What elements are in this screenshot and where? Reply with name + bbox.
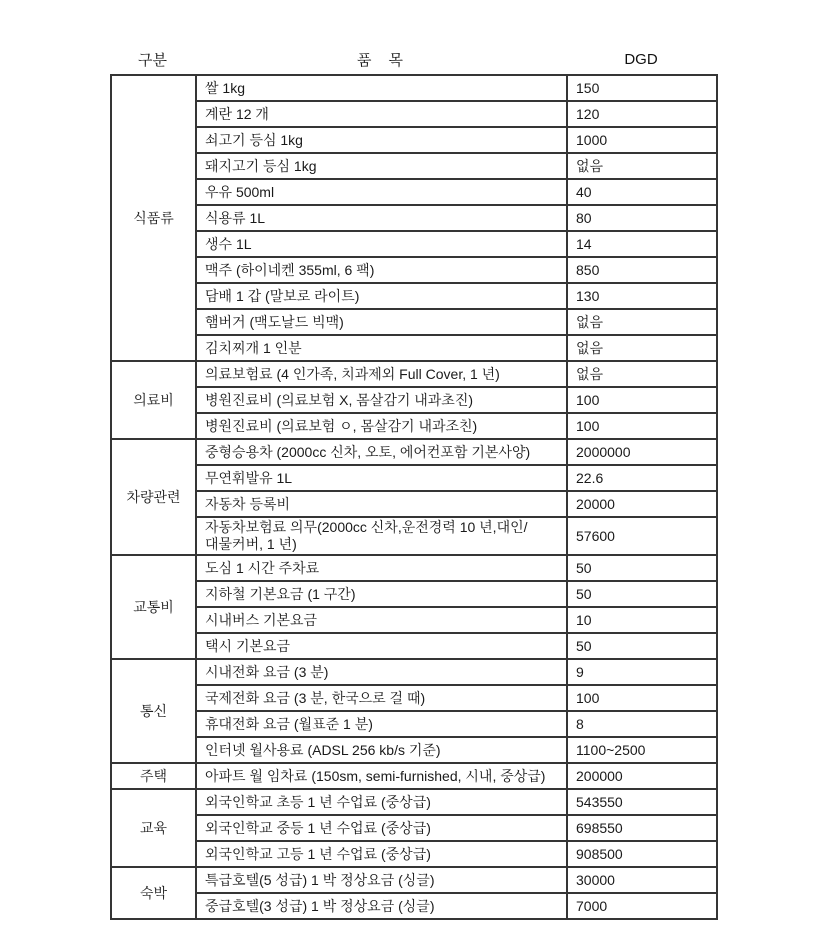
value-cell: 100 xyxy=(567,413,717,439)
item-cell: 지하철 기본요금 (1 구간) xyxy=(196,581,567,607)
table-row xyxy=(111,893,717,919)
item-cell: 외국인학교 고등 1 년 수업료 (중상급) xyxy=(196,841,567,867)
table-row xyxy=(111,581,717,607)
table-row xyxy=(111,205,717,231)
value-cell: 30000 xyxy=(567,867,717,893)
category-cell: 식품류 xyxy=(111,75,196,361)
value-cell: 850 xyxy=(567,257,717,283)
table-row xyxy=(111,335,717,361)
table-row xyxy=(111,465,717,491)
value-cell: 1000 xyxy=(567,127,717,153)
category-cell: 의료비 xyxy=(111,361,196,439)
value-cell: 908500 xyxy=(567,841,717,867)
header-dgd: DGD xyxy=(624,50,658,68)
value-cell: 14 xyxy=(567,231,717,257)
item-cell: 계란 12 개 xyxy=(196,101,567,127)
value-cell: 50 xyxy=(567,555,717,581)
value-cell: 100 xyxy=(567,685,717,711)
category-cell: 주택 xyxy=(111,763,196,789)
table-row xyxy=(111,763,717,789)
item-cell: 아파트 월 임차료 (150sm, semi-furnished, 시내, 중상급) xyxy=(196,763,567,789)
item-cell: 국제전화 요금 (3 분, 한국으로 걸 때) xyxy=(196,685,567,711)
item-cell: 자동차 등록비 xyxy=(196,491,567,517)
item-cell: 햄버거 (맥도날드 빅맥) xyxy=(196,309,567,335)
table-row xyxy=(111,413,717,439)
value-cell: 50 xyxy=(567,581,717,607)
value-cell: 80 xyxy=(567,205,717,231)
category-cell: 차량관련 xyxy=(111,439,196,555)
value-cell: 1100~2500 xyxy=(567,737,717,763)
table-row xyxy=(111,711,717,737)
item-cell: 시내버스 기본요금 xyxy=(196,607,567,633)
value-cell: 200000 xyxy=(567,763,717,789)
item-cell: 무연휘발유 1L xyxy=(196,465,567,491)
table-row xyxy=(111,491,717,517)
value-cell: 50 xyxy=(567,633,717,659)
item-cell: 식용류 1L xyxy=(196,205,567,231)
table-row xyxy=(111,179,717,205)
table-row xyxy=(111,153,717,179)
item-cell: 외국인학교 초등 1 년 수업료 (중상급) xyxy=(196,789,567,815)
cost-table xyxy=(110,74,718,920)
item-cell: 인터넷 월사용료 (ADSL 256 kb/s 기준) xyxy=(196,737,567,763)
value-cell: 없음 xyxy=(567,309,717,335)
item-cell: 도심 1 시간 주차료 xyxy=(196,555,567,581)
value-cell: 2000000 xyxy=(567,439,717,465)
category-cell: 교통비 xyxy=(111,555,196,659)
table-row xyxy=(111,517,717,555)
cost-sheet xyxy=(110,44,716,920)
item-cell: 우유 500ml xyxy=(196,179,567,205)
table-row xyxy=(111,101,717,127)
value-cell: 없음 xyxy=(567,361,717,387)
table-row xyxy=(111,309,717,335)
value-cell: 57600 xyxy=(567,517,717,555)
table-row xyxy=(111,685,717,711)
header-item: 품 목 xyxy=(357,51,404,69)
item-cell: 병원진료비 (의료보험 X, 몸살감기 내과초진) xyxy=(196,387,567,413)
category-cell: 교육 xyxy=(111,789,196,867)
item-cell: 중형승용차 (2000cc 신차, 오토, 에어컨포함 기본사양) xyxy=(196,439,567,465)
value-cell: 없음 xyxy=(567,335,717,361)
cost-table-body xyxy=(111,75,717,919)
value-cell: 10 xyxy=(567,607,717,633)
table-row xyxy=(111,127,717,153)
item-cell: 생수 1L xyxy=(196,231,567,257)
category-cell: 숙박 xyxy=(111,867,196,919)
value-cell: 150 xyxy=(567,75,717,101)
value-cell: 22.6 xyxy=(567,465,717,491)
value-cell: 7000 xyxy=(567,893,717,919)
item-cell: 특급호텔(5 성급) 1 박 정상요금 (싱글) xyxy=(196,867,567,893)
value-cell: 8 xyxy=(567,711,717,737)
item-cell: 의료보험료 (4 인가족, 치과제외 Full Cover, 1 년) xyxy=(196,361,567,387)
table-row xyxy=(111,257,717,283)
item-cell: 병원진료비 (의료보험 ㅇ, 몸살감기 내과조친) xyxy=(196,413,567,439)
item-cell: 시내전화 요금 (3 분) xyxy=(196,659,567,685)
value-cell: 100 xyxy=(567,387,717,413)
table-row xyxy=(111,231,717,257)
table-header-row xyxy=(110,44,716,74)
table-row xyxy=(111,867,717,893)
item-cell: 쇠고기 등심 1kg xyxy=(196,127,567,153)
table-row xyxy=(111,659,717,685)
value-cell: 9 xyxy=(567,659,717,685)
value-cell: 130 xyxy=(567,283,717,309)
table-row xyxy=(111,607,717,633)
table-row xyxy=(111,439,717,465)
table-row xyxy=(111,361,717,387)
table-row xyxy=(111,815,717,841)
table-row xyxy=(111,633,717,659)
table-row xyxy=(111,283,717,309)
value-cell: 698550 xyxy=(567,815,717,841)
table-row xyxy=(111,75,717,101)
table-row xyxy=(111,841,717,867)
item-cell: 쌀 1kg xyxy=(196,75,567,101)
value-cell: 40 xyxy=(567,179,717,205)
table-row xyxy=(111,555,717,581)
item-cell: 택시 기본요금 xyxy=(196,633,567,659)
item-cell: 휴대전화 요금 (월표준 1 분) xyxy=(196,711,567,737)
item-cell: 김치찌개 1 인분 xyxy=(196,335,567,361)
header-category: 구분 xyxy=(138,51,167,69)
value-cell: 없음 xyxy=(567,153,717,179)
value-cell: 543550 xyxy=(567,789,717,815)
value-cell: 120 xyxy=(567,101,717,127)
item-cell: 외국인학교 중등 1 년 수업료 (중상급) xyxy=(196,815,567,841)
item-cell: 담배 1 갑 (말보로 라이트) xyxy=(196,283,567,309)
table-row xyxy=(111,737,717,763)
category-cell: 통신 xyxy=(111,659,196,763)
table-row xyxy=(111,387,717,413)
item-cell: 자동차보험료 의무(2000cc 신차,운전경력 10 년,대인/대물커버, 1 년) xyxy=(196,517,567,555)
value-cell: 20000 xyxy=(567,491,717,517)
table-row xyxy=(111,789,717,815)
item-cell: 돼지고기 등심 1kg xyxy=(196,153,567,179)
item-cell: 맥주 (하이네켄 355ml, 6 팩) xyxy=(196,257,567,283)
item-cell: 중급호텔(3 성급) 1 박 정상요금 (싱글) xyxy=(196,893,567,919)
